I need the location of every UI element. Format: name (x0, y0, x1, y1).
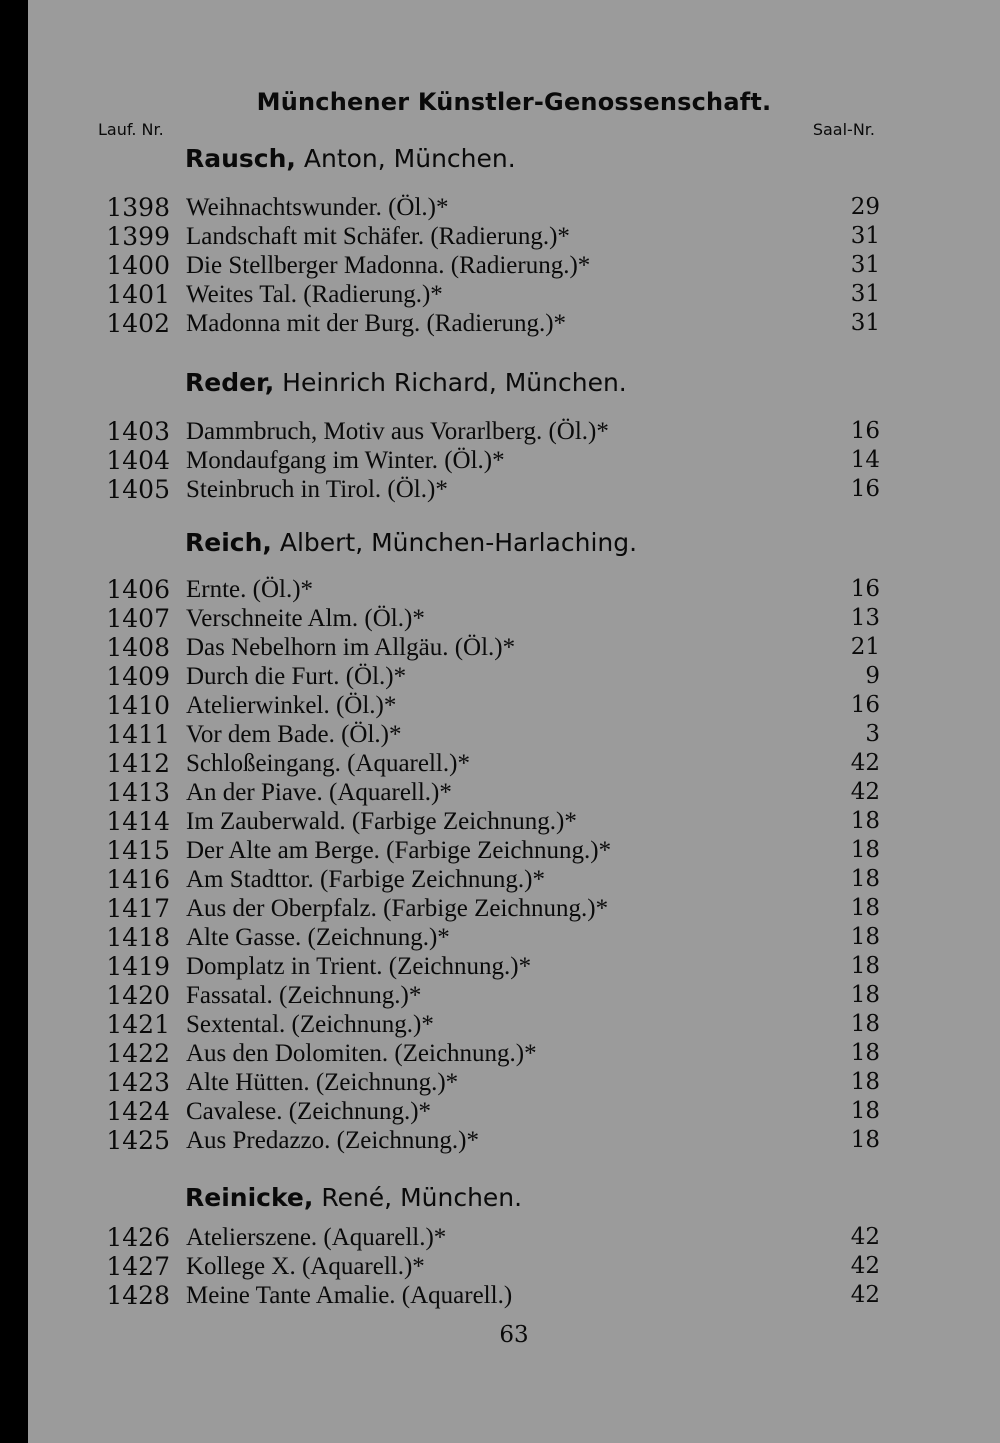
entry-title: Madonna mit der Burg. (Radierung.)* (186, 310, 567, 337)
catalog-entry (28, 1097, 1000, 1126)
entry-title: Die Stellberger Madonna. (Radierung.)* (186, 252, 591, 279)
artist-details: Anton, München. (303, 144, 516, 173)
entry-number: 1426 (106, 1223, 170, 1252)
artist-details: Albert, München-Harlaching. (279, 528, 638, 557)
entry-number: 1422 (106, 1039, 170, 1068)
entry-number: 1424 (106, 1097, 170, 1126)
catalog-entry (28, 575, 1000, 604)
entry-number: 1412 (106, 749, 170, 778)
entry-title: Mondaufgang im Winter. (Öl.)* (186, 447, 505, 474)
entry-number: 1404 (106, 446, 170, 475)
entry-saal-number: 13 (850, 605, 880, 631)
entry-number: 1411 (106, 720, 170, 749)
entry-number: 1400 (106, 251, 170, 280)
catalog-entry (28, 475, 1000, 504)
entry-saal-number: 18 (850, 924, 880, 950)
artist-heading (185, 1183, 522, 1212)
entry-title: Am Stadttor. (Farbige Zeichnung.)* (186, 866, 545, 893)
entry-saal-number: 18 (850, 895, 880, 921)
entry-saal-number: 16 (850, 692, 880, 718)
entry-title: Meine Tante Amalie. (Aquarell.) (186, 1282, 513, 1309)
entry-saal-number: 31 (850, 281, 880, 307)
entry-saal-number: 42 (850, 1282, 880, 1308)
entry-title: Aus der Oberpfalz. (Farbige Zeichnung.)* (186, 895, 609, 922)
entry-title: Dammbruch, Motiv aus Vorarlberg. (Öl.)* (186, 418, 609, 445)
entry-saal-number: 42 (850, 750, 880, 776)
entry-saal-number: 21 (850, 634, 880, 660)
artist-heading (185, 528, 637, 557)
catalog-entry (28, 923, 1000, 952)
entry-saal-number: 18 (850, 1098, 880, 1124)
entry-title: Domplatz in Trient. (Zeichnung.)* (186, 953, 532, 980)
artist-heading (185, 368, 627, 397)
entry-saal-number: 9 (865, 663, 880, 689)
entry-number: 1418 (106, 923, 170, 952)
entry-saal-number: 18 (850, 1040, 880, 1066)
entry-number: 1398 (106, 193, 170, 222)
catalog-entry (28, 417, 1000, 446)
artist-surname: Reder, (185, 368, 275, 397)
book-spine (0, 0, 28, 1443)
entry-number: 1407 (106, 604, 170, 633)
entry-title: Schloßeingang. (Aquarell.)* (186, 750, 470, 777)
catalog-entry (28, 251, 1000, 280)
entry-saal-number: 3 (865, 721, 880, 747)
catalog-entry (28, 309, 1000, 338)
entry-number: 1423 (106, 1068, 170, 1097)
entry-number: 1419 (106, 952, 170, 981)
entry-title: Sextental. (Zeichnung.)* (186, 1011, 434, 1038)
entry-title: Aus Predazzo. (Zeichnung.)* (186, 1127, 479, 1154)
entry-number: 1399 (106, 222, 170, 251)
entry-number: 1403 (106, 417, 170, 446)
entry-number: 1408 (106, 633, 170, 662)
entry-saal-number: 42 (850, 1253, 880, 1279)
entry-title: Durch die Furt. (Öl.)* (186, 663, 407, 690)
catalog-entry (28, 280, 1000, 309)
entry-saal-number: 42 (850, 1224, 880, 1250)
entry-number: 1414 (106, 807, 170, 836)
entry-saal-number: 18 (850, 866, 880, 892)
entry-saal-number: 18 (850, 953, 880, 979)
catalog-entry (28, 836, 1000, 865)
entry-title: Ernte. (Öl.)* (186, 576, 314, 603)
catalog-entry (28, 1126, 1000, 1155)
entry-number: 1421 (106, 1010, 170, 1039)
entry-title: Weites Tal. (Radierung.)* (186, 281, 443, 308)
entry-saal-number: 14 (850, 447, 880, 473)
catalog-entry (28, 1039, 1000, 1068)
entry-saal-number: 18 (850, 1011, 880, 1037)
catalog-entry (28, 604, 1000, 633)
entry-number: 1401 (106, 280, 170, 309)
entry-number: 1417 (106, 894, 170, 923)
catalog-entry (28, 720, 1000, 749)
catalog-entry (28, 865, 1000, 894)
catalog-entry (28, 807, 1000, 836)
catalog-entry (28, 952, 1000, 981)
artist-surname: Reinicke, (185, 1183, 314, 1212)
entry-title: Kollege X. (Aquarell.)* (186, 1253, 425, 1280)
entry-number: 1413 (106, 778, 170, 807)
catalog-entry (28, 778, 1000, 807)
artist-details: René, München. (321, 1183, 523, 1212)
catalog-entry (28, 193, 1000, 222)
entry-title: Das Nebelhorn im Allgäu. (Öl.)* (186, 634, 516, 661)
entry-number: 1416 (106, 865, 170, 894)
entry-saal-number: 16 (850, 418, 880, 444)
entry-title: Weihnachtswunder. (Öl.)* (186, 194, 449, 221)
catalog-entry (28, 633, 1000, 662)
column-header-lauf-nr: Lauf. Nr. (98, 120, 164, 139)
entry-number: 1425 (106, 1126, 170, 1155)
entry-number: 1420 (106, 981, 170, 1010)
entry-saal-number: 16 (850, 476, 880, 502)
catalog-page (28, 0, 1000, 1443)
entry-title: Alte Hütten. (Zeichnung.)* (186, 1069, 459, 1096)
entry-number: 1406 (106, 575, 170, 604)
entry-saal-number: 18 (850, 808, 880, 834)
entry-saal-number: 18 (850, 982, 880, 1008)
artist-details: Heinrich Richard, München. (282, 368, 627, 397)
entry-title: Aus den Dolomiten. (Zeichnung.)* (186, 1040, 537, 1067)
entry-saal-number: 29 (850, 194, 880, 220)
catalog-entry (28, 1068, 1000, 1097)
catalog-entry (28, 981, 1000, 1010)
entry-number: 1427 (106, 1252, 170, 1281)
entry-number: 1428 (106, 1281, 170, 1310)
entry-title: Fassatal. (Zeichnung.)* (186, 982, 422, 1009)
catalog-entry (28, 894, 1000, 923)
catalog-entry (28, 446, 1000, 475)
catalog-entry (28, 662, 1000, 691)
catalog-entry (28, 222, 1000, 251)
catalog-entry (28, 749, 1000, 778)
entry-saal-number: 18 (850, 837, 880, 863)
catalog-entry (28, 1281, 1000, 1310)
catalog-entry (28, 1223, 1000, 1252)
catalog-entry (28, 691, 1000, 720)
entry-title: Der Alte am Berge. (Farbige Zeichnung.)* (186, 837, 612, 864)
page-title: Münchener Künstler-Genossenschaft. (256, 88, 772, 116)
entry-title: Vor dem Bade. (Öl.)* (186, 721, 402, 748)
entry-number: 1415 (106, 836, 170, 865)
entry-number: 1405 (106, 475, 170, 504)
page-number: 63 (499, 1322, 529, 1348)
entry-saal-number: 31 (850, 310, 880, 336)
entry-title: Steinbruch in Tirol. (Öl.)* (186, 476, 448, 503)
entry-title: An der Piave. (Aquarell.)* (186, 779, 452, 806)
entry-title: Atelierwinkel. (Öl.)* (186, 692, 397, 719)
entry-title: Verschneite Alm. (Öl.)* (186, 605, 425, 632)
catalog-entry (28, 1010, 1000, 1039)
column-header-saal-nr: Saal-Nr. (812, 120, 875, 139)
entry-title: Atelierszene. (Aquarell.)* (186, 1224, 447, 1251)
artist-surname: Reich, (185, 528, 272, 557)
entry-title: Landschaft mit Schäfer. (Radierung.)* (186, 223, 570, 250)
entry-saal-number: 31 (850, 252, 880, 278)
catalog-entry (28, 1252, 1000, 1281)
entry-saal-number: 16 (850, 576, 880, 602)
entry-title: Alte Gasse. (Zeichnung.)* (186, 924, 450, 951)
entry-saal-number: 31 (850, 223, 880, 249)
entry-title: Cavalese. (Zeichnung.)* (186, 1098, 432, 1125)
entry-number: 1410 (106, 691, 170, 720)
entry-saal-number: 18 (850, 1127, 880, 1153)
entry-saal-number: 42 (850, 779, 880, 805)
entry-saal-number: 18 (850, 1069, 880, 1095)
entry-title: Im Zauberwald. (Farbige Zeichnung.)* (186, 808, 577, 835)
artist-surname: Rausch, (185, 144, 296, 173)
entry-number: 1402 (106, 309, 170, 338)
artist-heading (185, 144, 516, 173)
entry-number: 1409 (106, 662, 170, 691)
